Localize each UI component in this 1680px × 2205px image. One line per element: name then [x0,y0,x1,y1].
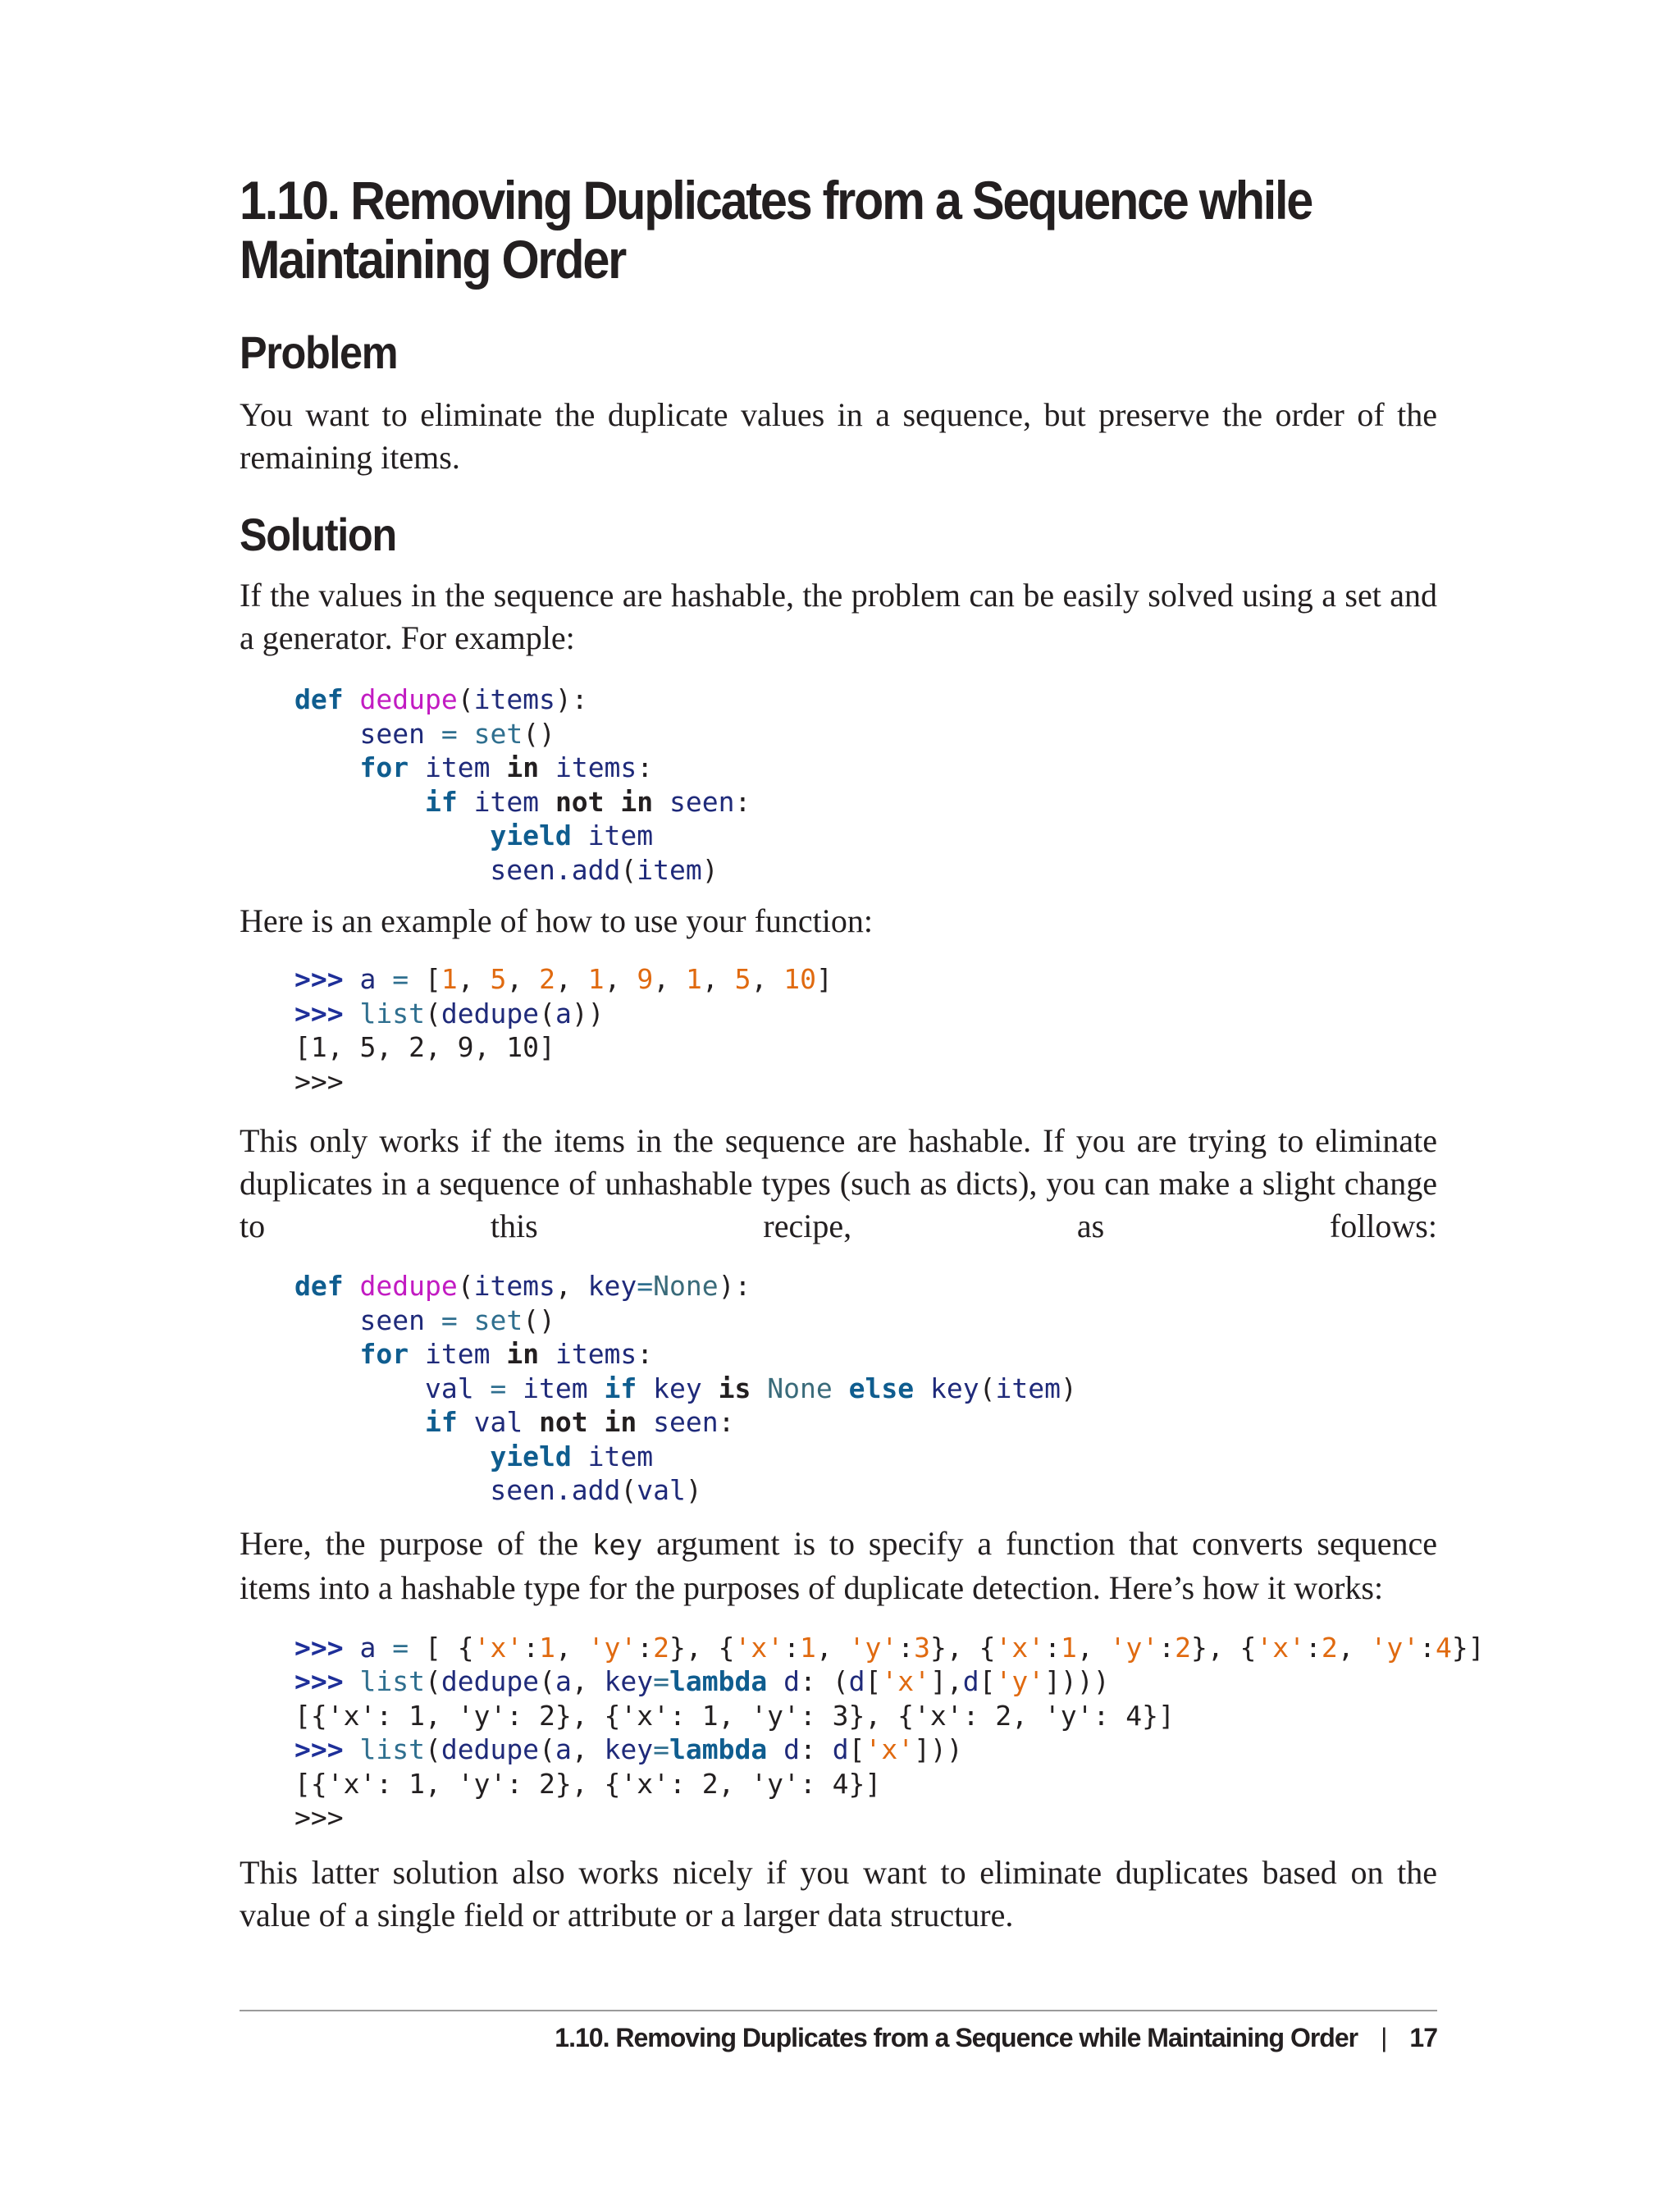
code-block-dedupe-key [240,1269,1437,1508]
unhashable-text: This only works if the items in the sequence are hashable. If you are trying to eliminate duplicates in a sequence of unhashable types (such as dicts), you can make a slight change to this recipe, as follows: [240,1122,1437,1244]
solution-heading: Solution [240,509,396,560]
page-content [240,170,1485,1937]
code-line: if val not in seen: [424,1406,735,1438]
code-line: >>> [294,1065,344,1098]
key-text-after: argument is to specify a function that converts sequence items into a hashable type for the purposes of duplicate detection. Here’s how it works: [240,1524,1437,1606]
code-block-dedupe [240,682,1437,887]
code-line: >>> a = [1, 5, 2, 1, 9, 1, 5, 10] [294,963,833,995]
footer-divider [240,2010,1437,2011]
code-line: yield item [490,819,654,851]
code-line: def dedupe(items, key=None): [294,1270,751,1302]
code-line: for item in items: [359,1338,654,1370]
code-line: seen.add(item) [490,853,719,886]
code-line: >>> list(dedupe(a, key=lambda d: d['x'])) [294,1733,963,1765]
footer-separator: | [1381,2023,1387,2052]
code-block-key-usage [240,1631,1485,1835]
key-text-before: Here, the purpose of the [240,1524,592,1562]
code-line: >>> [294,1801,344,1833]
code-line: seen.add(val) [490,1474,702,1506]
code-line: [{'x': 1, 'y': 2}, {'x': 1, 'y': 3}, {'x': 2, 'y': 4}] [294,1699,1175,1732]
code-block-usage [240,962,1437,1098]
page-footer [555,2020,1437,2056]
solution-intro-text: If the values in the sequence are hashable, the problem can be easily solved using a set and a generator. For example: [240,577,1437,656]
code-line: [1, 5, 2, 9, 10] [294,1031,555,1063]
code-line: >>> list(dedupe(a, key=lambda d: (d['x'],d['y']))) [294,1665,1110,1697]
code-line: seen = set() [359,717,555,750]
code-line: seen = set() [359,1303,555,1336]
page-number: 17 [1409,2023,1437,2052]
code-line: val = item if key is None else key(item) [424,1372,1077,1404]
code-line: yield item [490,1440,654,1472]
problem-heading: Problem [240,326,398,378]
code-line: >>> a = [ {'x':1, 'y':2}, {'x':1, 'y':3}, {'x':1, 'y':2}, {'x':2, 'y':4}] [294,1631,1485,1664]
code-line: for item in items: [359,751,654,783]
code-line: if item not in seen: [424,785,751,818]
code-line: >>> list(dedupe(a)) [294,997,605,1029]
key-inline-code: key [591,1528,643,1562]
code-line: [{'x': 1, 'y': 2}, {'x': 2, 'y': 4}] [294,1767,882,1800]
problem-text: You want to eliminate the duplicate values in a sequence, but preserve the order of the remaining items. [240,396,1437,476]
usage-intro-text: Here is an example of how to use your function: [240,902,874,939]
code-line: def dedupe(items): [294,683,588,715]
recipe-title: 1.10. Removing Duplicates from a Sequence while Maintaining Order [240,170,1312,290]
closing-text: This latter solution also works nicely if you want to eliminate duplicates based on the value of a single field or attribute or a larger data structure. [240,1853,1437,1933]
footer-running-title: 1.10. Removing Duplicates from a Sequence while Maintaining Order [555,2023,1358,2052]
key-explanation-text [240,1522,1437,1609]
